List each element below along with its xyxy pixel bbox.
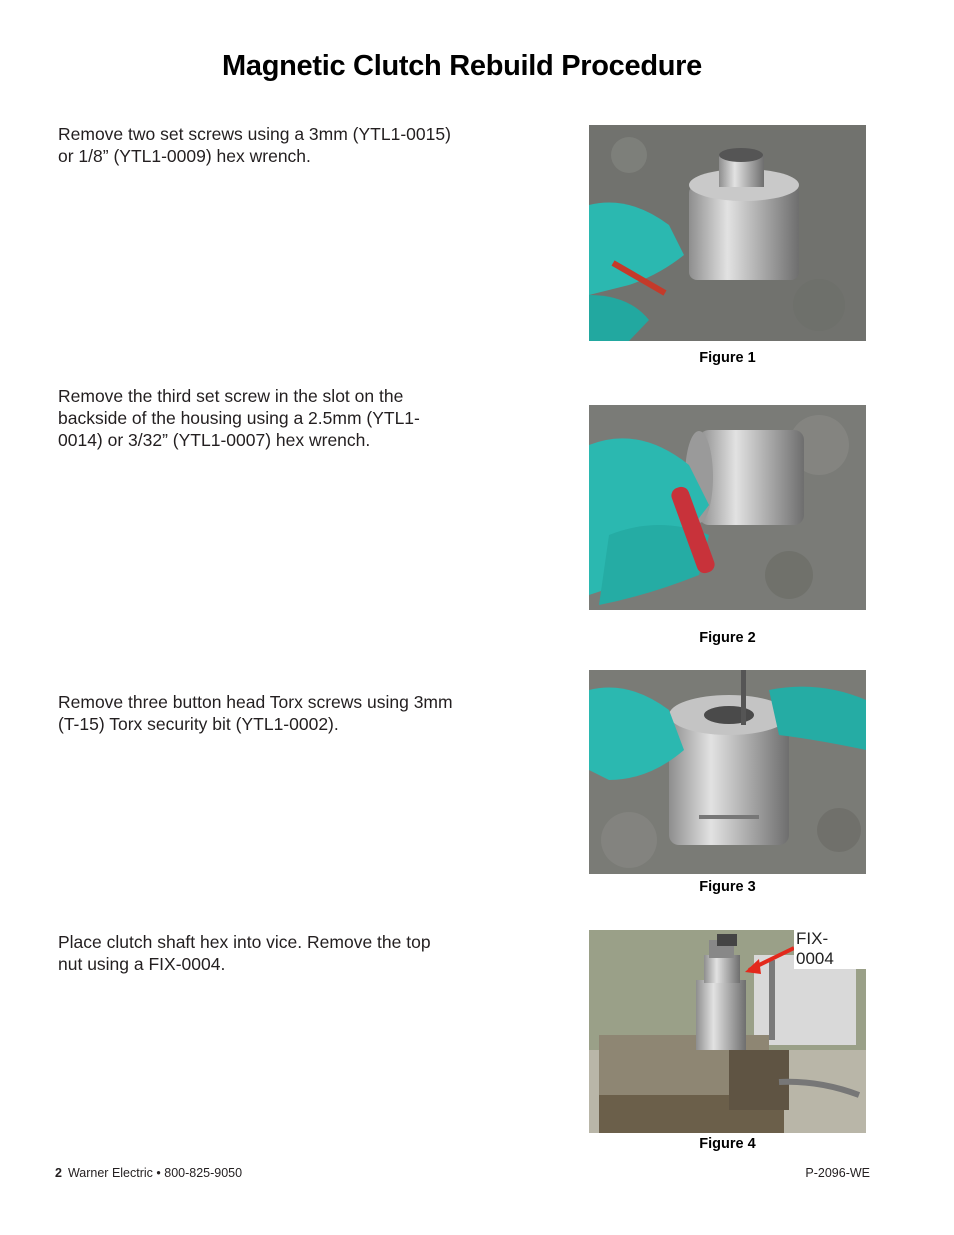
figure-1-caption: Figure 1 [699, 350, 756, 366]
figure-1-photo [589, 125, 866, 341]
figure-4-caption: Figure 4 [699, 1136, 756, 1152]
page-footer [55, 1166, 242, 1180]
figure-3-caption: Figure 3 [699, 879, 756, 895]
figure-2-photo [589, 405, 866, 610]
figure-3-photo [589, 670, 866, 874]
step-4-text: Place clutch shaft hex into vice. Remove the top nut using a FIX-0004. [58, 932, 431, 974]
page-number: 2 [55, 1166, 62, 1180]
step-3-text: Remove three button head Torx screws using 3mm (T-15) Torx security bit (YTL1-0002). [58, 692, 453, 734]
step-2-text: Remove the third set screw in the slot on the backside of the housing using a 2.5mm (YTL1-0014) or 3/32” (YTL1-0007) hex wrench. [58, 386, 420, 450]
step-1-text: Remove two set screws using a 3mm (YTL1-0015) or 1/8” (YTL1-0009) hex wrench. [58, 124, 451, 166]
figure-4-photo [589, 930, 866, 1133]
company-contact: Warner Electric • 800-825-9050 [67, 1166, 243, 1180]
figure-4-callout-label: FIX-0004 [794, 930, 866, 969]
document-code: P-2096-WE [805, 1166, 870, 1180]
figure-2-caption: Figure 2 [699, 630, 756, 646]
page-title: Magnetic Clutch Rebuild Procedure [222, 50, 702, 82]
